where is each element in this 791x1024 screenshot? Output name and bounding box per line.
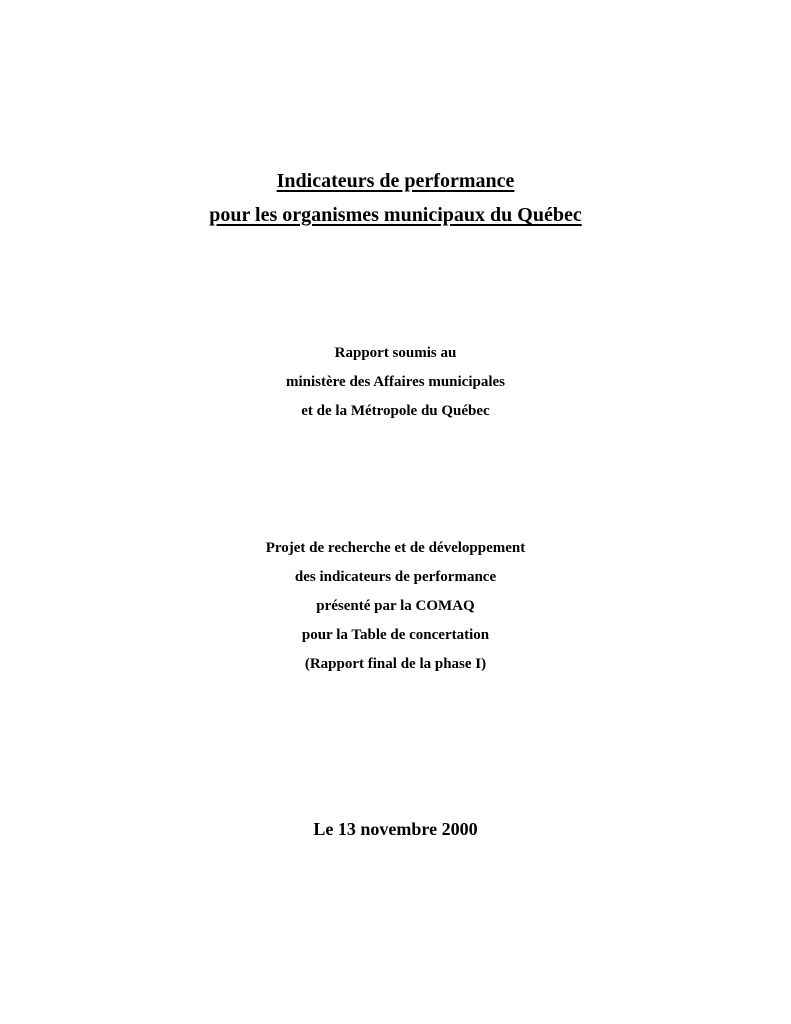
project-line-2: des indicateurs de performance [294, 569, 497, 585]
project-block [0, 534, 791, 679]
project-line-5: (Rapport final de la phase I) [304, 656, 487, 672]
project-line-3: présenté par la COMAQ [316, 598, 475, 614]
submission-line-1: Rapport soumis au [334, 345, 457, 361]
title-line-1: Indicateurs de performance [276, 170, 515, 192]
project-line-4: pour la Table de concertation [301, 627, 490, 643]
project-line-1: Projet de recherche et de développement [265, 540, 526, 556]
report-date: Le 13 novembre 2000 [313, 819, 478, 839]
document-title [0, 164, 791, 232]
submission-block [0, 339, 791, 426]
submission-line-3: et de la Métropole du Québec [301, 403, 490, 419]
submission-line-2: ministère des Affaires municipales [285, 374, 506, 390]
title-line-2: pour les organismes municipaux du Québec [209, 204, 582, 226]
